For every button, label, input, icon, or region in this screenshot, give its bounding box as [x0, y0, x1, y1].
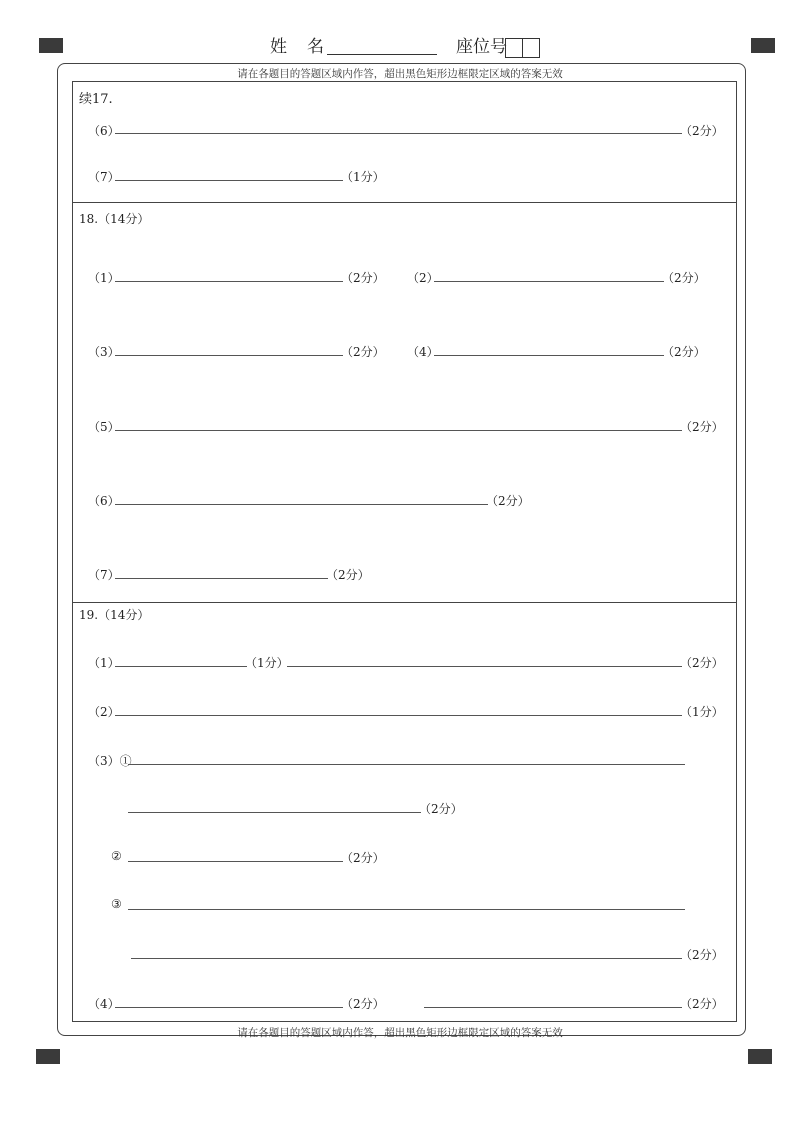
answer-line[interactable]: [131, 958, 682, 959]
question-18-title: 18.（14分）: [79, 212, 150, 226]
answer-line[interactable]: [115, 430, 682, 431]
points-label: （1分）: [245, 656, 289, 670]
question-17-title: 续17.: [79, 92, 113, 107]
item-number: （3）①: [88, 754, 132, 768]
answer-line[interactable]: [115, 281, 343, 282]
points-label: （1分）: [680, 705, 724, 719]
item-number: （6）: [88, 494, 120, 508]
points-label: （2分）: [680, 656, 724, 670]
answer-line[interactable]: [287, 666, 682, 667]
points-label: （2分）: [680, 948, 724, 962]
points-label: （2分）: [341, 345, 385, 359]
item-number: （7）: [88, 568, 120, 582]
answer-line[interactable]: [128, 764, 685, 765]
answer-area: [72, 81, 737, 1022]
corner-marker-bottom-left: [36, 1049, 60, 1064]
answer-line[interactable]: [115, 715, 682, 716]
section-divider: [72, 602, 737, 603]
answer-line[interactable]: [128, 909, 685, 910]
corner-marker-bottom-right: [748, 1049, 772, 1064]
points-label: （2分）: [326, 568, 370, 582]
answer-line[interactable]: [115, 578, 328, 579]
points-label: （2分）: [486, 494, 530, 508]
item-number: （1）: [88, 271, 120, 285]
points-label: （2分）: [662, 345, 706, 359]
item-number: （6）: [88, 124, 120, 138]
answer-line[interactable]: [115, 180, 343, 181]
item-number: （4）: [407, 345, 439, 359]
item-number: （1）: [88, 656, 120, 670]
answer-line[interactable]: [434, 355, 664, 356]
answer-line[interactable]: [115, 504, 488, 505]
seat-number-label: 座位号: [456, 37, 507, 57]
item-number: （3）: [88, 345, 120, 359]
answer-line[interactable]: [115, 666, 247, 667]
name-field[interactable]: [327, 54, 437, 55]
answer-line[interactable]: [115, 133, 682, 134]
seat-number-box-2[interactable]: [522, 38, 540, 58]
notice-top: 请在各题目的答题区域内作答，超出黑色矩形边框限定区域的答案无效: [237, 68, 563, 80]
answer-line[interactable]: [434, 281, 664, 282]
points-label: （2分）: [680, 124, 724, 138]
question-19-title: 19.（14分）: [79, 608, 150, 622]
item-number: ②: [111, 849, 122, 863]
points-label: （2分）: [341, 851, 385, 865]
seat-number-box-1[interactable]: [505, 38, 523, 58]
points-label: （2分）: [680, 420, 724, 434]
points-label: （2分）: [341, 997, 385, 1011]
points-label: （2分）: [341, 271, 385, 285]
item-number: （7）: [88, 170, 120, 184]
item-number: （2）: [88, 705, 120, 719]
points-label: （2分）: [419, 802, 463, 816]
notice-bottom: 请在各题目的答题区域内作答，超出黑色矩形边框限定区域的答案无效: [237, 1027, 563, 1039]
item-number: （5）: [88, 420, 120, 434]
sheet-header: [0, 34, 800, 60]
points-label: （1分）: [341, 170, 385, 184]
name-label: 姓名: [270, 37, 344, 57]
answer-line[interactable]: [424, 1007, 682, 1008]
section-divider: [72, 202, 737, 203]
points-label: （2分）: [662, 271, 706, 285]
item-number: ③: [111, 897, 122, 911]
answer-line[interactable]: [128, 861, 343, 862]
answer-line[interactable]: [115, 355, 343, 356]
answer-line[interactable]: [128, 812, 421, 813]
answer-line[interactable]: [115, 1007, 343, 1008]
item-number: （4）: [88, 997, 120, 1011]
item-number: （2）: [407, 271, 439, 285]
points-label: （2分）: [680, 997, 724, 1011]
